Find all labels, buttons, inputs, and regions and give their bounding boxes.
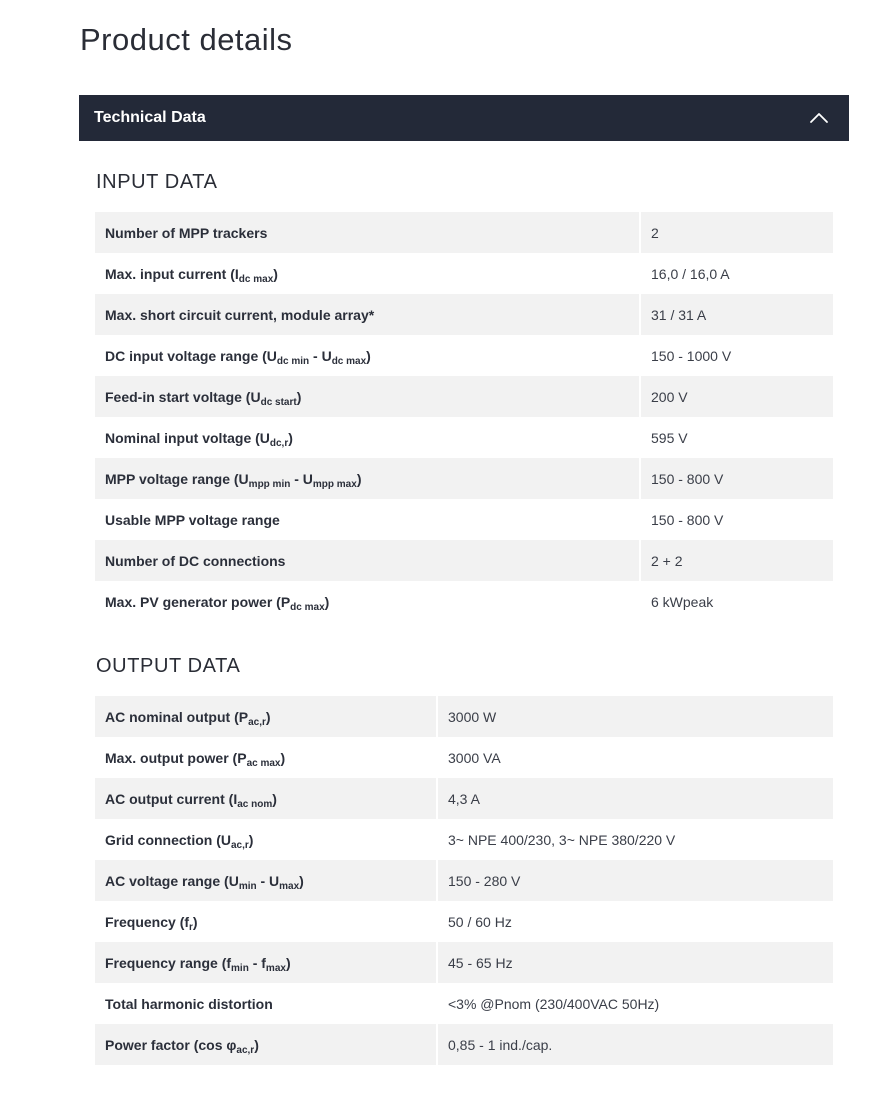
spec-row	[95, 696, 833, 737]
spec-label-subscript: min	[238, 880, 257, 892]
spec-label-text: Power factor (cos φ	[105, 1036, 237, 1053]
spec-label	[95, 253, 639, 294]
spec-label-subscript: dc start	[260, 396, 297, 408]
spec-label-text: )	[273, 265, 278, 282]
spec-label-subscript: ac,r	[248, 716, 266, 728]
spec-label-text: Max. short circuit current, module array*	[105, 306, 375, 323]
spec-label	[95, 376, 639, 417]
spec-value: 150 - 280 V	[436, 860, 833, 901]
spec-label-text: Frequency (f	[105, 913, 190, 930]
spec-value: 50 / 60 Hz	[436, 901, 833, 942]
input-data-table	[95, 212, 833, 622]
spec-row	[95, 983, 833, 1024]
spec-label-subscript: ac,r	[231, 839, 249, 851]
spec-label-text: - U	[256, 872, 280, 889]
spec-label-text: Frequency range (f	[105, 954, 232, 971]
spec-label	[95, 540, 639, 581]
page-title: Product details	[80, 22, 293, 57]
spec-label-text: - U	[309, 347, 332, 364]
spec-label-subscript: dc max	[238, 273, 274, 285]
output-data-table	[95, 696, 833, 1065]
spec-label-text: AC nominal output (P	[105, 708, 249, 725]
spec-label-subscript: mpp min	[248, 478, 291, 490]
spec-label	[95, 212, 639, 253]
spec-value: 6 kWpeak	[639, 581, 833, 622]
spec-label	[95, 942, 436, 983]
spec-label-text: )	[288, 429, 293, 446]
spec-label	[95, 696, 436, 737]
spec-row	[95, 819, 833, 860]
spec-row	[95, 294, 833, 335]
input-data-heading: INPUT DATA	[96, 171, 218, 193]
spec-label-text: )	[366, 347, 371, 364]
spec-label	[95, 860, 436, 901]
spec-value: 150 - 800 V	[639, 458, 833, 499]
spec-label-text: Max. output power (P	[105, 749, 247, 766]
spec-label-text: Max. input current (I	[105, 265, 239, 282]
spec-label	[95, 778, 436, 819]
spec-label-text: )	[296, 388, 302, 405]
spec-label-subscript: max	[265, 962, 286, 974]
spec-value: 2 + 2	[639, 540, 833, 581]
spec-label	[95, 458, 639, 499]
spec-label-text: Number of DC connections	[105, 552, 286, 569]
spec-row	[95, 778, 833, 819]
spec-label-text: )	[280, 749, 286, 766]
spec-value: 200 V	[639, 376, 833, 417]
spec-label-text: Feed-in start voltage (U	[105, 388, 261, 405]
spec-label-text: - U	[290, 470, 313, 487]
spec-value: 595 V	[639, 417, 833, 458]
spec-label	[95, 499, 639, 540]
spec-row	[95, 212, 833, 253]
spec-label-subscript: mpp max	[312, 478, 357, 490]
spec-label-text: AC output current (I	[105, 790, 238, 807]
spec-value: 150 - 800 V	[639, 499, 833, 540]
spec-row	[95, 860, 833, 901]
spec-value: 3000 W	[436, 696, 833, 737]
spec-row	[95, 942, 833, 983]
spec-label-text: Total harmonic distortion	[105, 995, 273, 1012]
spec-label-text: Grid connection (U	[105, 831, 231, 848]
spec-row	[95, 499, 833, 540]
spec-label-text: Max. PV generator power (P	[105, 593, 291, 610]
spec-label	[95, 819, 436, 860]
spec-label-text: - f	[248, 954, 266, 971]
spec-label-subscript: max	[279, 880, 300, 892]
spec-label-subscript: ac nom	[237, 798, 273, 810]
spec-value: <3% @Pnom (230/400VAC 50Hz)	[436, 983, 833, 1024]
spec-row	[95, 253, 833, 294]
spec-label-subscript: dc max	[290, 601, 325, 613]
spec-label-subscript: ac max	[246, 757, 281, 769]
spec-label-subscript: dc,r	[269, 437, 289, 449]
chevron-up-icon[interactable]	[809, 108, 829, 128]
spec-value: 0,85 - 1 ind./cap.	[436, 1024, 833, 1065]
spec-label	[95, 581, 639, 622]
spec-row	[95, 737, 833, 778]
spec-row	[95, 335, 833, 376]
spec-label-subscript: r	[189, 921, 193, 933]
spec-label-text: )	[248, 831, 254, 848]
spec-row	[95, 417, 833, 458]
spec-label-text: MPP voltage range (U	[105, 470, 249, 487]
spec-label-text: Usable MPP voltage range	[105, 511, 280, 528]
spec-label	[95, 417, 639, 458]
spec-label-text: )	[285, 954, 291, 971]
spec-label-text: )	[265, 708, 271, 725]
spec-label-text: )	[324, 593, 330, 610]
spec-label-subscript: min	[231, 962, 249, 974]
spec-value: 150 - 1000 V	[639, 335, 833, 376]
spec-label-subscript: dc max	[331, 355, 367, 367]
spec-value: 31 / 31 A	[639, 294, 833, 335]
spec-label-text: )	[192, 913, 198, 930]
spec-label	[95, 1024, 436, 1065]
spec-value: 45 - 65 Hz	[436, 942, 833, 983]
accordion-title: Technical Data	[94, 109, 206, 126]
spec-row	[95, 1024, 833, 1065]
spec-label	[95, 294, 639, 335]
spec-label	[95, 901, 436, 942]
spec-label-text: Number of MPP trackers	[105, 224, 268, 241]
spec-row	[95, 540, 833, 581]
spec-label-text: Nominal input voltage (U	[105, 429, 270, 446]
spec-row	[95, 458, 833, 499]
spec-label	[95, 983, 436, 1024]
spec-row	[95, 376, 833, 417]
spec-value: 4,3 A	[436, 778, 833, 819]
spec-label-text: DC input voltage range (U	[105, 347, 277, 364]
technical-data-accordion-header[interactable]	[79, 95, 849, 141]
spec-label-subscript: ac,r	[236, 1044, 255, 1056]
spec-label-text: )	[272, 790, 277, 807]
spec-label-subscript: dc min	[276, 355, 310, 367]
spec-label-text: )	[299, 872, 304, 889]
spec-label	[95, 335, 639, 376]
spec-label	[95, 737, 436, 778]
spec-value: 3000 VA	[436, 737, 833, 778]
spec-value: 16,0 / 16,0 A	[639, 253, 833, 294]
spec-value: 3~ NPE 400/230, 3~ NPE 380/220 V	[436, 819, 833, 860]
spec-row	[95, 901, 833, 942]
spec-row	[95, 581, 833, 622]
spec-value: 2	[639, 212, 833, 253]
spec-label-text: )	[254, 1036, 259, 1053]
spec-label-text: )	[356, 470, 362, 487]
spec-label-text: AC voltage range (U	[105, 872, 239, 889]
output-data-heading: OUTPUT DATA	[96, 655, 241, 677]
